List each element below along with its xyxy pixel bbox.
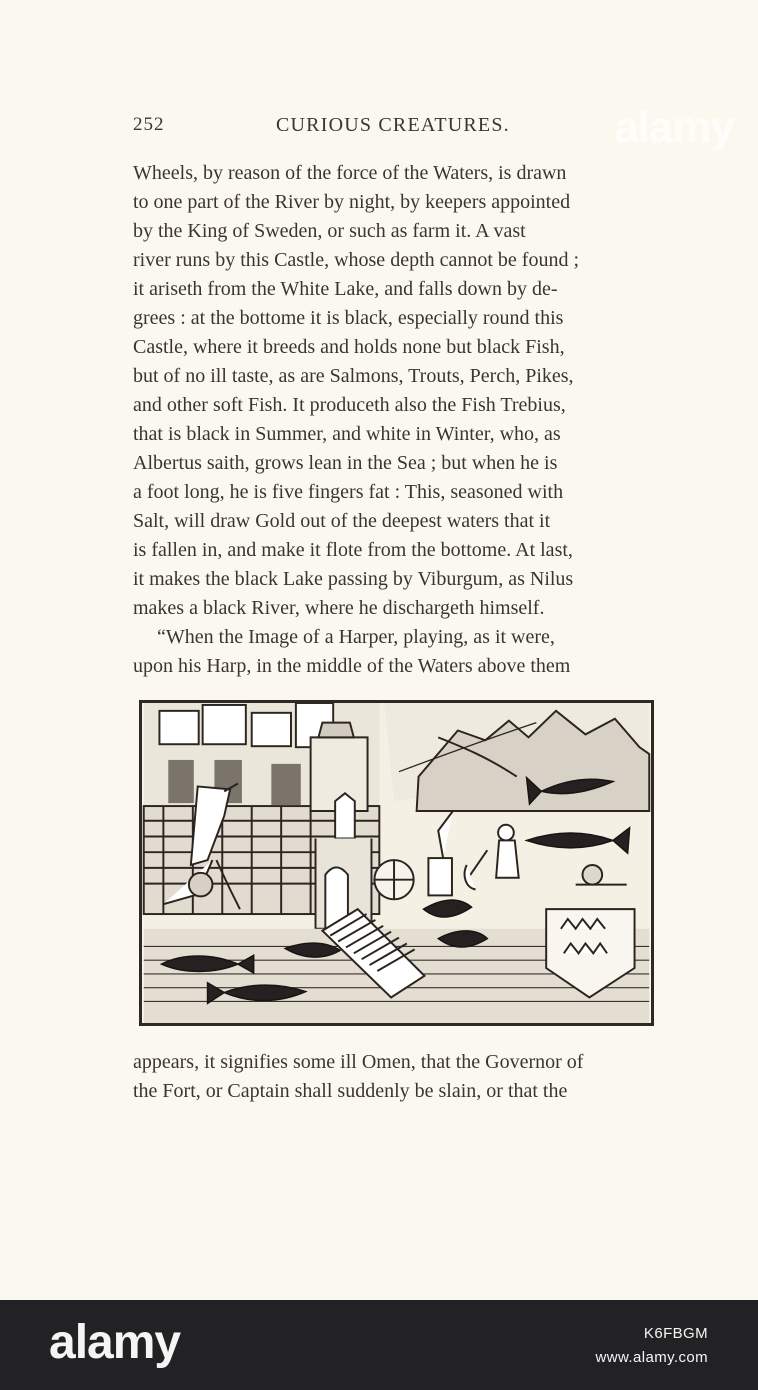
text-line: “When the Image of a Harper, playing, as it were, xyxy=(157,626,555,648)
image-id: K6FBGM xyxy=(643,1325,708,1342)
text-line: that is black in Summer, and white in Winter, who, as xyxy=(133,423,561,445)
text-line: Salt, will draw Gold out of the deepest waters that it xyxy=(133,510,551,532)
text-line: but of no ill taste, as are Salmons, Trouts, Perch, Pikes, xyxy=(133,365,574,387)
text-line: river runs by this Castle, whose depth cannot be found ; xyxy=(133,249,580,271)
text-line: appears, it signifies some ill Omen, that the Governor of xyxy=(133,1051,584,1073)
text-line: is fallen in, and make it flote from the bottome. At last, xyxy=(133,539,573,561)
alamy-watermark: alamy xyxy=(614,103,734,152)
text-line: grees : at the bottome it is black, especially round this xyxy=(133,307,564,329)
text-line: upon his Harp, in the middle of the Waters above them xyxy=(133,655,571,677)
alamy-footer xyxy=(0,1300,758,1390)
text-line: to one part of the River by night, by keepers appointed xyxy=(133,191,571,213)
continuation-paragraph xyxy=(133,1048,663,1106)
page-title: CURIOUS CREATURES. xyxy=(276,114,510,136)
running-head xyxy=(133,114,663,144)
site-url: www.alamy.com xyxy=(595,1349,708,1366)
text-line: Wheels, by reason of the force of the Waters, is drawn xyxy=(133,162,567,184)
text-line: by the King of Sweden, or such as farm it. A vast xyxy=(133,220,526,242)
woodcut-illustration xyxy=(139,700,654,1026)
text-line: it ariseth from the White Lake, and falls down by de- xyxy=(133,278,558,300)
text-line: it makes the black Lake passing by Viburgum, as Nilus xyxy=(133,568,574,590)
text-line: and other soft Fish. It produceth also the Fish Trebius, xyxy=(133,394,566,416)
page-number: 252 xyxy=(133,114,165,135)
text-line: makes a black River, where he dischargeth himself. xyxy=(133,597,545,619)
text-line: a foot long, he is five fingers fat : This, seasoned with xyxy=(133,481,564,503)
text-line: Albertus saith, grows lean in the Sea ; but when he is xyxy=(133,452,558,474)
main-paragraph xyxy=(133,159,663,681)
alamy-logo: alamy xyxy=(49,1316,181,1369)
woodcut-illustration-icon xyxy=(142,703,651,1023)
text-line: Castle, where it breeds and holds none but black Fish, xyxy=(133,336,565,358)
text-line: the Fort, or Captain shall suddenly be slain, or that the xyxy=(133,1080,568,1102)
